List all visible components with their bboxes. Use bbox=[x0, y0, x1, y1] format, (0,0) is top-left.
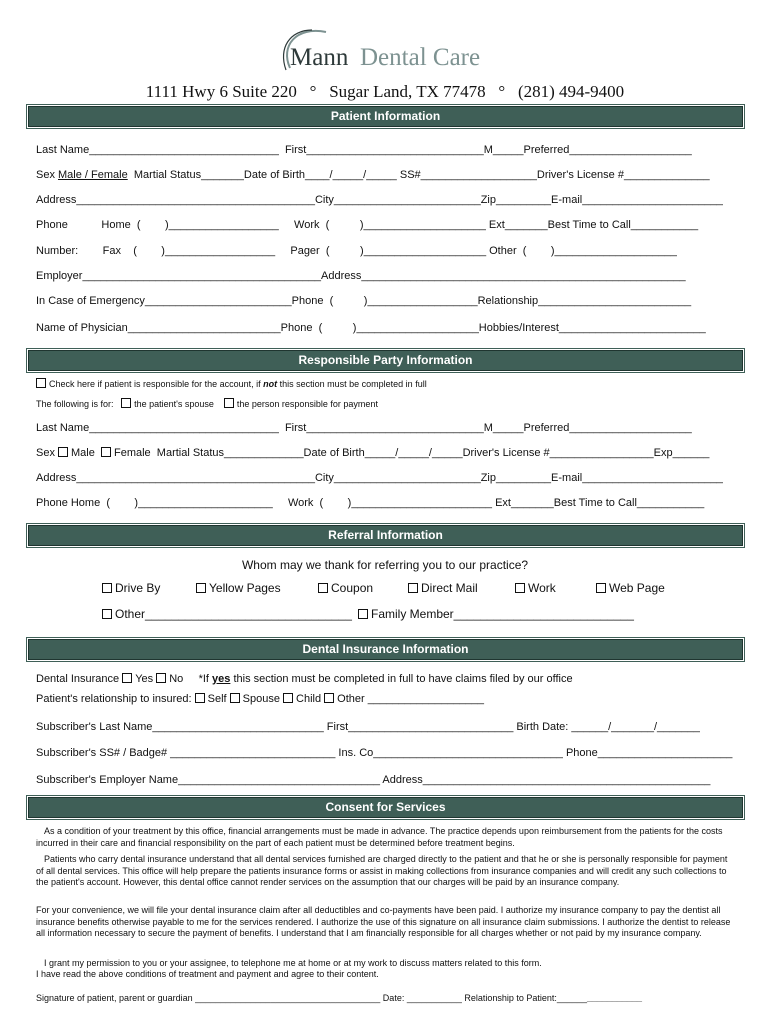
consent-p2-text: Patients who carry dental insurance understand that all dental services furnished are charged directly to the patient and that he or she is personally responsible for payment of all dental services. This office will help prepare the patients insurance forms or assist in making collections from insurance companies and will credit any such collections to the patient's account. However, this dental office cannot render services on the assumption that our charges will be paid by an insurance company. bbox=[36, 854, 728, 887]
responsible-following-line[interactable] bbox=[36, 398, 378, 409]
responsible-name-line[interactable]: Last Name_______________________________ First_____________________________M_____Preferred____________________ bbox=[36, 422, 692, 434]
consent-p5-text: I have read the above conditions of treatment and payment and agree to their content. bbox=[36, 969, 379, 979]
check-text-b: this section must be completed in full bbox=[277, 379, 427, 389]
referral-direct-mail[interactable] bbox=[408, 581, 478, 595]
drive-by-label: Drive By bbox=[115, 581, 161, 595]
person-option: the person responsible for payment bbox=[236, 399, 378, 409]
direct-mail-label: Direct Mail bbox=[421, 581, 478, 595]
responsible-phone-line[interactable]: Phone Home ( )______________________ Work ( )_______________________ Ext_______Best Time to Call___________ bbox=[36, 497, 705, 509]
consent-paragraph-4 bbox=[36, 958, 736, 970]
patient-fax-line[interactable]: Number: Fax ( )__________________ Pager ( )____________________ Other ( )____________________ bbox=[36, 245, 677, 257]
checkbox-icon[interactable] bbox=[36, 378, 46, 388]
checkbox-icon[interactable] bbox=[58, 447, 68, 457]
referral-yellow-pages[interactable] bbox=[196, 581, 281, 595]
checkbox-icon[interactable] bbox=[515, 583, 525, 593]
insurance-relationship-line[interactable] bbox=[36, 693, 484, 705]
referral-drive-by[interactable] bbox=[102, 581, 160, 595]
other-label: Other_______________________________ bbox=[115, 607, 352, 621]
checkbox-icon[interactable] bbox=[102, 583, 112, 593]
patient-address-line[interactable]: Address_______________________________________City________________________Zip_________E-mail_______________________ bbox=[36, 194, 723, 206]
yellow-pages-label: Yellow Pages bbox=[209, 581, 281, 595]
patient-name-line[interactable]: Last Name_______________________________ First_____________________________M_____Preferred____________________ bbox=[36, 144, 692, 156]
note-yes: yes bbox=[212, 673, 231, 685]
checkbox-icon[interactable] bbox=[101, 447, 111, 457]
consent-p4-text: I grant my permission to you or your assignee, to telephone me at home or at my work to discuss matters related to this form. bbox=[44, 958, 542, 968]
logo-mann-text: Mann bbox=[290, 44, 349, 71]
sex-label: Sex bbox=[36, 447, 59, 459]
checkbox-icon[interactable] bbox=[283, 693, 293, 703]
checkbox-icon[interactable] bbox=[224, 398, 234, 408]
checkbox-icon[interactable] bbox=[408, 583, 418, 593]
section-patient-information: Patient Information bbox=[28, 106, 743, 127]
consent-paragraph-5 bbox=[36, 969, 736, 981]
following-label: The following is for: bbox=[36, 399, 117, 409]
checkbox-icon[interactable] bbox=[121, 398, 131, 408]
signature-underline: ___________ bbox=[586, 993, 643, 1003]
section-referral-information: Referral Information bbox=[28, 525, 743, 546]
check-text-not: not bbox=[263, 379, 278, 389]
spouse-option: the patient's spouse bbox=[134, 399, 214, 409]
responsible-check-line[interactable] bbox=[36, 378, 427, 389]
consent-p1-text: As a condition of your treatment by this office, financial arrangements must be made in advance. The practice depends upon reimbursement from the patients for the costs incurred in their care and financial responsibility on the part of each patient must be determined before treatment begins. bbox=[36, 826, 723, 848]
check-text-a: Check here if patient is responsible for the account, if bbox=[49, 379, 264, 389]
female-option: Female bbox=[113, 447, 151, 459]
referral-question: Whom may we thank for referring you to our practice? bbox=[241, 558, 529, 572]
referral-web-page[interactable] bbox=[596, 581, 665, 595]
patient-employer-line[interactable]: Employer_______________________________________Address_____________________________________________________ bbox=[36, 270, 686, 282]
note-text-a: *If bbox=[183, 673, 213, 685]
consent-paragraph-3 bbox=[36, 905, 736, 940]
checkbox-icon[interactable] bbox=[122, 673, 132, 683]
insurance-yes-no-line[interactable] bbox=[36, 673, 573, 685]
logo-dental-care-text: Dental Care bbox=[360, 44, 481, 71]
relationship-label: Patient's relationship to insured: bbox=[36, 693, 195, 705]
subscriber-name-line[interactable]: Subscriber's Last Name____________________________ First___________________________ Birth Date: ______/_______/_______ bbox=[36, 721, 700, 733]
signature-text[interactable]: Signature of patient, parent or guardian _____________________________________ Date: ___________ Relationship to Patient:______ bbox=[36, 993, 587, 1003]
section-responsible-party: Responsible Party Information bbox=[28, 350, 743, 371]
male-option: Male bbox=[71, 447, 98, 459]
sex-options[interactable]: Male / Female bbox=[58, 169, 128, 181]
consent-paragraph-1 bbox=[36, 826, 736, 849]
checkbox-icon[interactable] bbox=[324, 693, 334, 703]
patient-sex-line[interactable] bbox=[36, 169, 710, 181]
responsible-address-line[interactable]: Address_______________________________________City________________________Zip_________E-mail_______________________ bbox=[36, 472, 723, 484]
checkbox-icon[interactable] bbox=[318, 583, 328, 593]
checkbox-icon[interactable] bbox=[102, 609, 112, 619]
web-page-label: Web Page bbox=[609, 581, 665, 595]
section-dental-insurance: Dental Insurance Information bbox=[28, 639, 743, 660]
checkbox-icon[interactable] bbox=[596, 583, 606, 593]
checkbox-icon[interactable] bbox=[196, 583, 206, 593]
referral-other[interactable] bbox=[102, 607, 352, 621]
checkbox-icon[interactable] bbox=[230, 693, 240, 703]
self-option: Self bbox=[207, 693, 230, 705]
work-label: Work bbox=[528, 581, 556, 595]
consent-p3-text: For your convenience, we will file your dental insurance claim after all deductibles and co-payments have been paid. I authorize my insurance company to pay the dentist all insurance benefits otherwise payable to me for the services rendered. I authorize the use of this signature on all insurance claim submissions. I authorize the dentist to release all information necessary to secure the payment of benefits. I understand that I am financially responsible for all charges whether or not paid by my insurance company. bbox=[36, 905, 731, 938]
referral-work[interactable] bbox=[515, 581, 556, 595]
no-option: No bbox=[169, 673, 184, 685]
subscriber-employer-line[interactable]: Subscriber's Employer Name_________________________________ Address_______________________________________________ bbox=[36, 774, 711, 786]
note-text-b: this section must be completed in full to have claims filed by our office bbox=[230, 673, 573, 685]
patient-status-dob-line[interactable]: Martial Status_______Date of Birth____/_____/_____ SS#___________________Driver's License #______________ bbox=[127, 169, 710, 181]
checkbox-icon[interactable] bbox=[358, 609, 368, 619]
consent-paragraph-2 bbox=[36, 854, 736, 889]
referral-family-member[interactable] bbox=[358, 607, 634, 621]
coupon-label: Coupon bbox=[331, 581, 374, 595]
spouse-option: Spouse bbox=[242, 693, 284, 705]
dental-insurance-label: Dental Insurance bbox=[36, 673, 123, 685]
family-member-label: Family Member___________________________ bbox=[371, 607, 634, 621]
patient-emergency-line[interactable]: In Case of Emergency________________________Phone ( )__________________Relationship_________________________ bbox=[36, 295, 692, 307]
responsible-status-dob[interactable]: Martial Status_____________Date of Birth_____/_____/_____Driver's License #_________________Exp______ bbox=[150, 447, 710, 459]
subscriber-ss-line[interactable]: Subscriber's SS# / Badge# ___________________________ Ins. Co_______________________________ Phone______________________ bbox=[36, 747, 733, 759]
patient-phone-line[interactable]: Phone Home ( )__________________ Work ( )____________________ Ext_______Best Time to Call___________ bbox=[36, 219, 699, 231]
sex-label: Sex bbox=[36, 169, 59, 181]
section-consent-for-services: Consent for Services bbox=[28, 797, 743, 818]
clinic-logo bbox=[276, 24, 496, 76]
checkbox-icon[interactable] bbox=[195, 693, 205, 703]
child-option: Child bbox=[296, 693, 325, 705]
yes-option: Yes bbox=[135, 673, 157, 685]
other-option: Other ___________________ bbox=[337, 693, 484, 705]
patient-physician-line[interactable]: Name of Physician_________________________Phone ( )____________________Hobbies/Interest________________________ bbox=[36, 322, 706, 334]
referral-coupon[interactable] bbox=[318, 581, 373, 595]
signature-line[interactable] bbox=[36, 993, 642, 1003]
responsible-sex-line[interactable] bbox=[36, 447, 709, 459]
clinic-address: 1111 Hwy 6 Suite 220 ° Sugar Land, TX 77478 ° (281) 494-9400 bbox=[145, 82, 625, 101]
checkbox-icon[interactable] bbox=[156, 673, 166, 683]
